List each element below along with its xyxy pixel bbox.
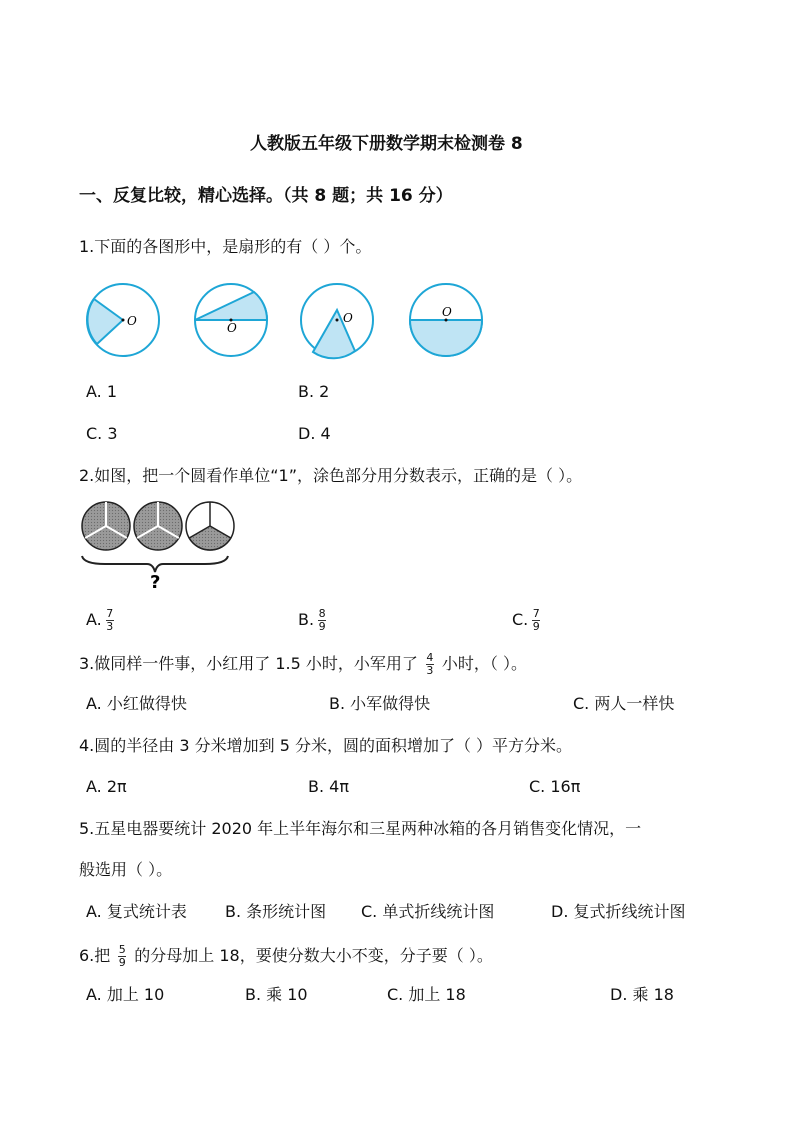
q1-option-b[interactable]: B. 2 (298, 382, 330, 401)
center-label-o-1: O (127, 314, 137, 328)
q2-option-a[interactable] (86, 608, 118, 633)
q1-figures (0, 270, 794, 390)
fraction (318, 608, 326, 633)
q3-stem-part-b: 小时，（ ）。 (441, 654, 527, 673)
q2-option-c[interactable] (512, 608, 544, 633)
q3-stem-part-a: 3.做同样一件事，小红用了 1.5 小时，小军用了 (79, 654, 418, 673)
question-mark-label: ? (150, 572, 161, 593)
denominator: 3 (426, 664, 434, 677)
q2-option-b-letter: B. (298, 610, 315, 629)
fraction (106, 608, 114, 633)
question-5-stem-line-2: 般选用（ ）。 (79, 860, 173, 879)
q1-option-d[interactable]: D. 4 (298, 424, 331, 443)
q2-option-a-letter: A. (86, 610, 102, 629)
question-6-stem (79, 944, 493, 969)
q1-option-a[interactable]: A. 1 (86, 382, 118, 401)
q5-option-d[interactable]: D. 复式折线统计图 (551, 902, 686, 921)
page-title: 人教版五年级下册数学期末检测卷 8 (250, 134, 523, 154)
numerator: 5 (118, 943, 126, 956)
section-heading: 一、反复比较，精心选择。（共 8 题；共 16 分） (79, 186, 453, 206)
denominator: 9 (532, 620, 540, 633)
q3-option-a[interactable]: A. 小红做得快 (86, 694, 187, 713)
q5-option-a[interactable]: A. 复式统计表 (86, 902, 187, 921)
numerator: 7 (106, 607, 114, 620)
triangle-figure-3 (301, 284, 373, 358)
center-label-o-4: O (442, 305, 452, 319)
sector-figure-1 (87, 284, 159, 356)
numerator: 8 (318, 607, 326, 620)
numerator: 7 (532, 607, 540, 620)
question-1-stem: 1.下面的各图形中，是扇形的有（ ）个。 (79, 237, 372, 256)
segment-figure-2 (195, 284, 267, 356)
q1-option-c[interactable]: C. 3 (86, 424, 118, 443)
circle-full-2 (134, 502, 182, 550)
question-3-stem (79, 652, 527, 677)
fraction (118, 944, 126, 969)
circle-full-1 (82, 502, 130, 550)
denominator: 3 (106, 620, 114, 633)
fraction (532, 608, 540, 633)
q5-option-b[interactable]: B. 条形统计图 (225, 902, 327, 921)
q5-option-c[interactable]: C. 单式折线统计图 (361, 902, 495, 921)
center-label-o-3: O (343, 311, 353, 325)
question-2-stem: 2.如图，把一个圆看作单位“1”，涂色部分用分数表示，正确的是（ ）。 (79, 466, 583, 485)
q3-option-b[interactable]: B. 小军做得快 (329, 694, 431, 713)
q6-stem-part-b: 的分母加上 18，要使分数大小不变，分子要（ ）。 (134, 946, 493, 965)
numerator: 4 (426, 651, 434, 664)
q6-option-d[interactable]: D. 乘 18 (610, 985, 674, 1004)
q4-option-b[interactable]: B. 4π (308, 777, 349, 796)
denominator: 9 (318, 620, 326, 633)
center-label-o-2: O (227, 321, 237, 335)
q3-option-c[interactable]: C. 两人一样快 (573, 694, 675, 713)
q2-option-c-letter: C. (512, 610, 529, 629)
q6-option-a[interactable]: A. 加上 10 (86, 985, 165, 1004)
brace (82, 556, 228, 572)
q6-option-b[interactable]: B. 乘 10 (245, 985, 308, 1004)
q2-option-b[interactable] (298, 608, 330, 633)
question-5-stem-line-1: 5.五星电器要统计 2020 年上半年海尔和三星两种冰箱的各月销售变化情况，一 (79, 819, 642, 838)
q4-option-c[interactable]: C. 16π (529, 777, 581, 796)
circle-partial-3 (186, 502, 234, 550)
denominator: 9 (118, 956, 126, 969)
question-4-stem: 4.圆的半径由 3 分米增加到 5 分米，圆的面积增加了（ ）平方分米。 (79, 736, 573, 755)
q6-stem-part-a: 6.把 (79, 946, 111, 965)
q6-option-c[interactable]: C. 加上 18 (387, 985, 466, 1004)
fraction (426, 652, 434, 677)
semicircle-figure-4 (410, 284, 482, 356)
q2-figure (75, 500, 315, 593)
q4-option-a[interactable]: A. 2π (86, 777, 127, 796)
